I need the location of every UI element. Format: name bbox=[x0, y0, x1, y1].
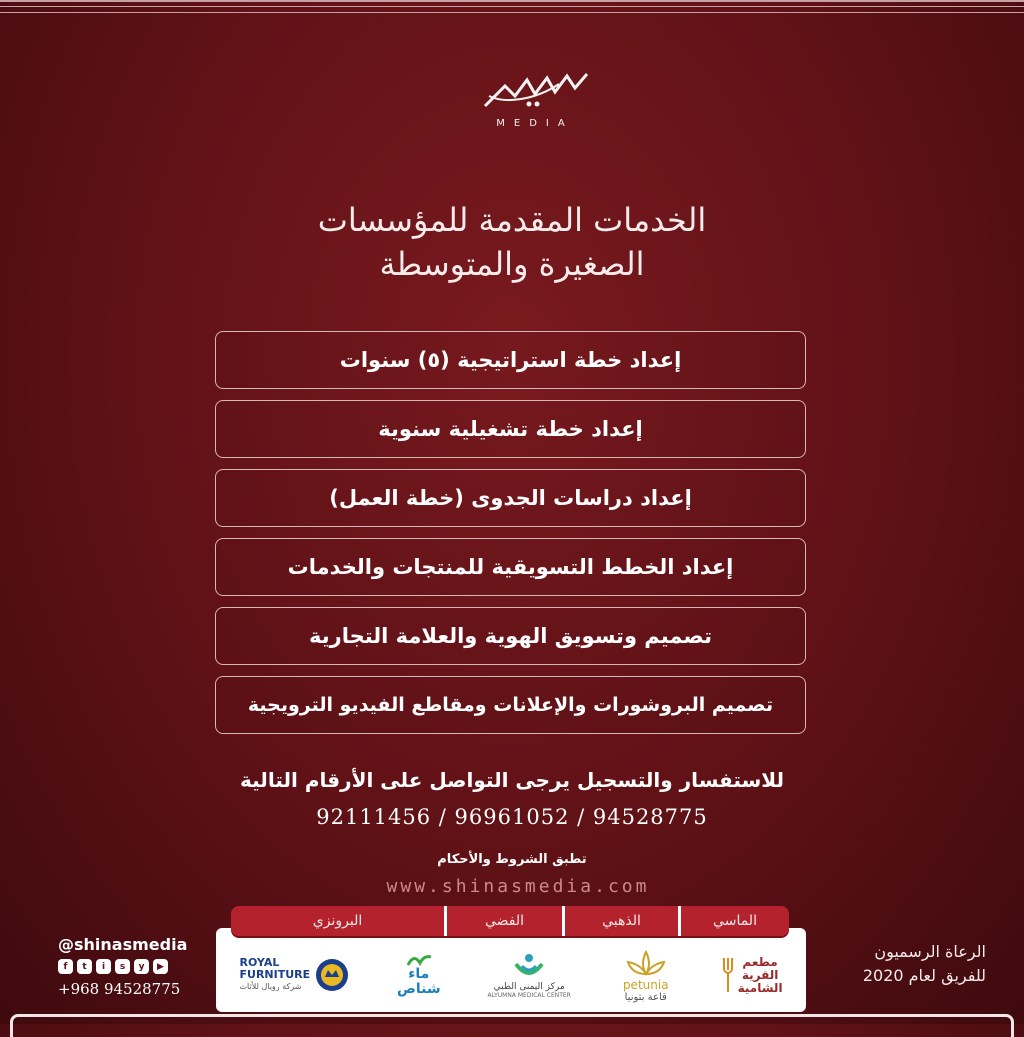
social-icons bbox=[58, 959, 188, 974]
service-item: إعداد دراسات الجدوى (خطة العمل) bbox=[215, 469, 806, 527]
youtube-icon[interactable]: y bbox=[134, 959, 149, 974]
tier-bronze: البرونزي bbox=[231, 906, 447, 936]
telegram-icon[interactable]: ▶ bbox=[153, 959, 168, 974]
sponsor-1-line-3: الشامية bbox=[737, 980, 783, 995]
shinas-media-logo bbox=[470, 66, 600, 136]
sponsor-5-line-3: شركة رويال للأثاث bbox=[239, 982, 302, 991]
sponsor-2-line-1: petunia bbox=[622, 977, 669, 992]
sponsor-alyumna-medical bbox=[487, 940, 570, 1010]
snapchat-icon[interactable]: s bbox=[115, 959, 130, 974]
sponsors-label-line-2: للفريق لعام 2020 bbox=[862, 966, 986, 985]
sponsor-1-line-2: القرية bbox=[741, 967, 779, 982]
sponsor-logos bbox=[216, 938, 806, 1012]
sponsor-5-line-1: ROYAL bbox=[239, 956, 280, 969]
sponsor-village-restaurant bbox=[721, 940, 783, 1010]
terms-note: تطبق الشروط والأحكام bbox=[437, 852, 587, 867]
logo-glyph-icon bbox=[475, 66, 595, 112]
facebook-icon[interactable]: f bbox=[58, 959, 73, 974]
service-item: إعداد الخطط التسويقية للمنتجات والخدمات bbox=[215, 538, 806, 596]
sponsor-royal-furniture bbox=[240, 940, 351, 1010]
lotus-icon bbox=[618, 948, 674, 978]
fork-icon bbox=[721, 956, 735, 994]
social-phone: +968 94528775 bbox=[58, 980, 181, 998]
social-block bbox=[58, 935, 188, 998]
top-frame-border bbox=[0, 0, 1024, 13]
instagram-icon[interactable]: i bbox=[96, 959, 111, 974]
website-link[interactable]: www.shinasmedia.com bbox=[386, 876, 650, 897]
official-sponsors-label bbox=[826, 940, 986, 988]
sponsor-shinas-water bbox=[397, 940, 441, 1010]
twitter-icon[interactable]: t bbox=[77, 959, 92, 974]
sponsor-4-line-2: شناص bbox=[397, 981, 441, 997]
royal-crest-icon bbox=[314, 957, 350, 993]
bottom-frame-border bbox=[10, 1014, 1014, 1037]
tier-gold: الذهبي bbox=[565, 906, 681, 936]
logo-word: MEDIA bbox=[496, 118, 574, 129]
service-item: إعداد خطة استراتيجية (٥) سنوات bbox=[215, 331, 806, 389]
contact-numbers: 92111456 / 96961052 / 94528775 bbox=[316, 805, 708, 829]
social-handle[interactable]: @shinasmedia bbox=[58, 935, 188, 954]
sponsors-label-line-1: الرعاة الرسميون bbox=[874, 942, 986, 961]
service-item: تصميم وتسويق الهوية والعلامة التجارية bbox=[215, 607, 806, 665]
sponsor-2-line-2: قاعة بتونيا bbox=[624, 991, 667, 1003]
title-line-2: الصغيرة والمتوسطة bbox=[379, 245, 645, 283]
page-title bbox=[0, 198, 1024, 286]
services-list bbox=[215, 331, 806, 745]
sponsor-petunia bbox=[618, 940, 674, 1010]
sponsor-3-line-2: ALYUMNA MEDICAL CENTER bbox=[487, 991, 571, 999]
tier-diamond: الماسي bbox=[713, 913, 757, 929]
sponsor-1-line-1: مطعم bbox=[742, 954, 778, 969]
tier-silver: الفضي bbox=[447, 906, 565, 936]
sponsor-tier-bar bbox=[231, 906, 789, 936]
leaf-icon bbox=[404, 953, 434, 967]
service-item: تصميم البروشورات والإعلانات ومقاطع الفيديو الترويجية bbox=[215, 676, 806, 734]
medical-person-icon bbox=[512, 952, 546, 982]
service-item: إعداد خطة تشغيلية سنوية bbox=[215, 400, 806, 458]
contact-instructions: للاستفسار والتسجيل يرجى التواصل على الأرقام التالية bbox=[240, 768, 784, 792]
sponsor-5-line-2: FURNITURE bbox=[239, 968, 311, 981]
sponsor-4-line-1: ماء bbox=[408, 966, 430, 982]
title-line-1: الخدمات المقدمة للمؤسسات bbox=[317, 201, 707, 239]
sponsor-3-line-1: مركز اليمنى الطبي bbox=[493, 981, 565, 992]
